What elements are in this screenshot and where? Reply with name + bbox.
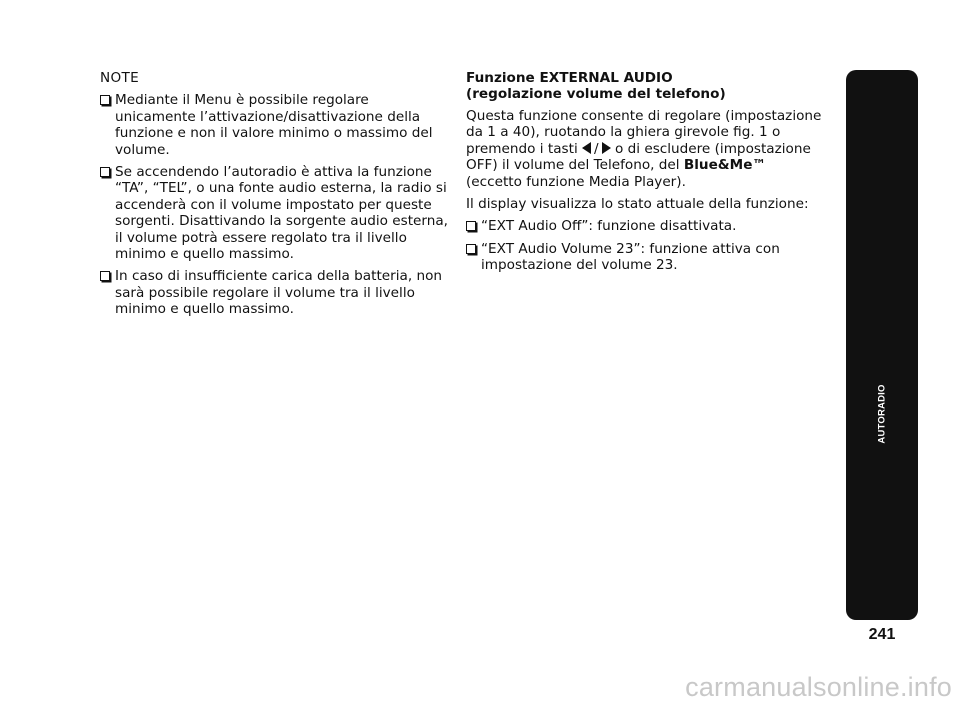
checkbox-bullet-icon	[100, 271, 110, 281]
chapter-tab-label: AUTORADIO	[876, 384, 888, 444]
intro-text-2: o di escludere (impostazione OFF) il volume del Telefono, del	[466, 140, 811, 174]
section-title-line1: Funzione EXTERNAL AUDIO	[466, 70, 673, 86]
intro-paragraph	[466, 108, 824, 190]
chapter-tab	[846, 70, 918, 620]
note-text: Se accendendo l’autoradio è attiva la funzione “TA”, “TEL”, o una fonte audio esterna, la radio si accenderà con il volume impostato per queste sorgenti. Disattivando la sorgente audio esterna, il volume potrà essere regolato tra il livello minimo e quello massimo.	[115, 164, 449, 263]
function-column	[466, 70, 824, 280]
note-heading: NOTE	[100, 70, 139, 86]
note-item	[100, 164, 450, 262]
checkbox-bullet-icon	[466, 244, 476, 254]
state-text: “EXT Audio Volume 23”: funzione attiva con impostazione del volume 23.	[481, 240, 780, 274]
note-item	[100, 268, 450, 317]
page-number: 241	[868, 626, 896, 643]
arrow-separator: /	[594, 140, 599, 157]
left-arrow-icon	[582, 142, 591, 154]
brand-name: Blue&Me™	[683, 157, 767, 174]
notes-column	[100, 70, 450, 324]
note-text: In caso di insufficiente carica della batteria, non sarà possibile regolare il volume tra il livello minimo e quello massimo.	[115, 268, 443, 318]
intro-text-3: (eccetto funzione Media Player).	[466, 173, 686, 190]
section-title	[466, 70, 824, 102]
note-text: Mediante il Menu è possibile regolare unicamente l’attivazione/disattivazione della funzione e non il valore minimo o massimo del volume.	[115, 92, 433, 158]
intro-text-1: Questa funzione consente di regolare (impostazione da 1 a 40), ruotando la ghiera girevole fig. 1 o premendo i tasti	[466, 108, 822, 157]
display-paragraph: Il display visualizza lo stato attuale della funzione:	[466, 196, 809, 213]
checkbox-bullet-icon	[100, 95, 110, 105]
note-item	[100, 92, 450, 158]
state-item	[466, 218, 824, 234]
section-title-line2: (regolazione volume del telefono)	[466, 86, 726, 102]
state-item	[466, 241, 824, 274]
state-text: “EXT Audio Off”: funzione disattivata.	[481, 218, 737, 235]
checkbox-bullet-icon	[100, 167, 110, 177]
watermark: carmanualsonline.info	[685, 672, 952, 702]
right-arrow-icon	[602, 142, 611, 154]
checkbox-bullet-icon	[466, 221, 476, 231]
